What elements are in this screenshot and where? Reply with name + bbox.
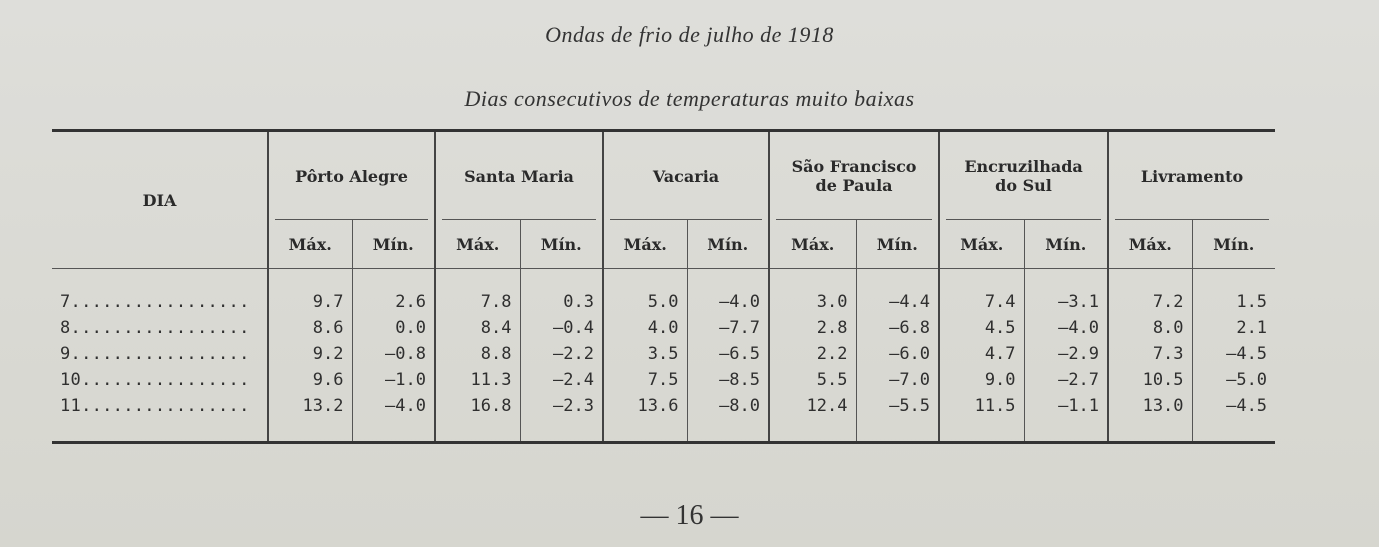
max-header: Máx. (435, 220, 520, 269)
table-subtitle: Dias consecutivos de temperaturas muito baixas (464, 86, 915, 111)
table-row (52, 393, 1275, 419)
table-row (52, 367, 1275, 393)
max-value: 12.4 (769, 393, 856, 419)
page-number: — 16 — (640, 500, 739, 531)
min-value: —2.2 (520, 341, 603, 367)
max-value: 11.3 (435, 367, 520, 393)
day-column-header (52, 131, 268, 269)
max-value: 2.8 (769, 315, 856, 341)
min-header: Mín. (520, 220, 603, 269)
min-value: —0.4 (520, 315, 603, 341)
station-name: Pôrto Alegre (295, 166, 408, 186)
min-value: —2.3 (520, 393, 603, 419)
day-cell: 11................ (60, 396, 250, 416)
min-value: —0.8 (352, 341, 435, 367)
max-header: Máx. (1108, 220, 1192, 269)
day-header-label: DIA (142, 190, 177, 210)
station-name: Livramento (1140, 166, 1244, 186)
min-value: —6.5 (687, 341, 769, 367)
min-value: —6.0 (856, 341, 939, 367)
station-header-sao-francisco-de-paula (769, 131, 939, 221)
station-header-encruzilhada-do-sul (939, 131, 1108, 221)
station-name-line2: de Paula (815, 176, 893, 195)
min-header: Mín. (687, 220, 769, 269)
min-value: —4.5 (1192, 393, 1275, 419)
day-cell: 8................. (60, 318, 250, 338)
max-value: 13.0 (1108, 393, 1192, 419)
min-header: Mín. (352, 220, 435, 269)
min-value: —4.4 (856, 289, 939, 315)
max-value: 5.0 (603, 289, 687, 315)
min-header: Mín. (1192, 220, 1275, 269)
max-value: 10.5 (1108, 367, 1192, 393)
max-value: 11.5 (939, 393, 1024, 419)
max-value: 8.8 (435, 341, 520, 367)
max-value: 3.5 (603, 341, 687, 367)
max-value: 4.0 (603, 315, 687, 341)
min-value: —5.0 (1192, 367, 1275, 393)
station-name: Encruzilhada (964, 157, 1083, 176)
day-cell: 7................. (60, 292, 250, 312)
min-value: —6.8 (856, 315, 939, 341)
day-cell: 9................. (60, 344, 250, 364)
max-value: 9.6 (268, 367, 352, 393)
station-header-porto-alegre (268, 131, 435, 221)
min-value: 0.0 (352, 315, 435, 341)
table-row (52, 289, 1275, 315)
max-value: 8.6 (268, 315, 352, 341)
max-value: 9.7 (268, 289, 352, 315)
table-row (52, 341, 1275, 367)
min-value: 1.5 (1192, 289, 1275, 315)
max-value: 9.2 (268, 341, 352, 367)
max-value: 7.8 (435, 289, 520, 315)
max-value: 5.5 (769, 367, 856, 393)
station-header-vacaria (603, 131, 769, 221)
station-name: São Francisco (791, 157, 917, 176)
max-value: 4.5 (939, 315, 1024, 341)
min-value: —2.4 (520, 367, 603, 393)
min-value: —3.1 (1024, 289, 1108, 315)
min-value: 0.3 (520, 289, 603, 315)
max-value: 7.4 (939, 289, 1024, 315)
min-header: Mín. (1024, 220, 1108, 269)
max-value: 9.0 (939, 367, 1024, 393)
max-header: Máx. (939, 220, 1024, 269)
max-value: 7.2 (1108, 289, 1192, 315)
station-header-santa-maria (435, 131, 603, 221)
min-value: —4.0 (1024, 315, 1108, 341)
station-name: Vacaria (652, 166, 720, 186)
min-value: —2.9 (1024, 341, 1108, 367)
max-value: 13.6 (603, 393, 687, 419)
min-value: —1.1 (1024, 393, 1108, 419)
max-header: Máx. (603, 220, 687, 269)
max-header: Máx. (268, 220, 352, 269)
max-value: 3.0 (769, 289, 856, 315)
max-value: 4.7 (939, 341, 1024, 367)
max-value: 7.3 (1108, 341, 1192, 367)
min-value: —7.7 (687, 315, 769, 341)
station-name: Santa Maria (464, 166, 574, 186)
min-value: —8.0 (687, 393, 769, 419)
max-value: 16.8 (435, 393, 520, 419)
table-row (52, 315, 1275, 341)
max-value: 7.5 (603, 367, 687, 393)
min-value: —4.0 (687, 289, 769, 315)
min-value: —8.5 (687, 367, 769, 393)
day-cell: 10................ (60, 370, 250, 390)
min-value: —5.5 (856, 393, 939, 419)
min-value: —2.7 (1024, 367, 1108, 393)
min-value: —7.0 (856, 367, 939, 393)
min-value: 2.1 (1192, 315, 1275, 341)
station-header-livramento (1108, 131, 1275, 221)
station-name-line2: do Sul (995, 176, 1052, 195)
max-value: 8.0 (1108, 315, 1192, 341)
max-value: 13.2 (268, 393, 352, 419)
min-value: —1.0 (352, 367, 435, 393)
temperature-table (52, 129, 1275, 444)
max-value: 8.4 (435, 315, 520, 341)
min-value: —4.0 (352, 393, 435, 419)
table-title: Ondas de frio de julho de 1918 (545, 22, 834, 47)
min-header: Mín. (856, 220, 939, 269)
max-value: 2.2 (769, 341, 856, 367)
min-value: 2.6 (352, 289, 435, 315)
max-header: Máx. (769, 220, 856, 269)
min-value: —4.5 (1192, 341, 1275, 367)
